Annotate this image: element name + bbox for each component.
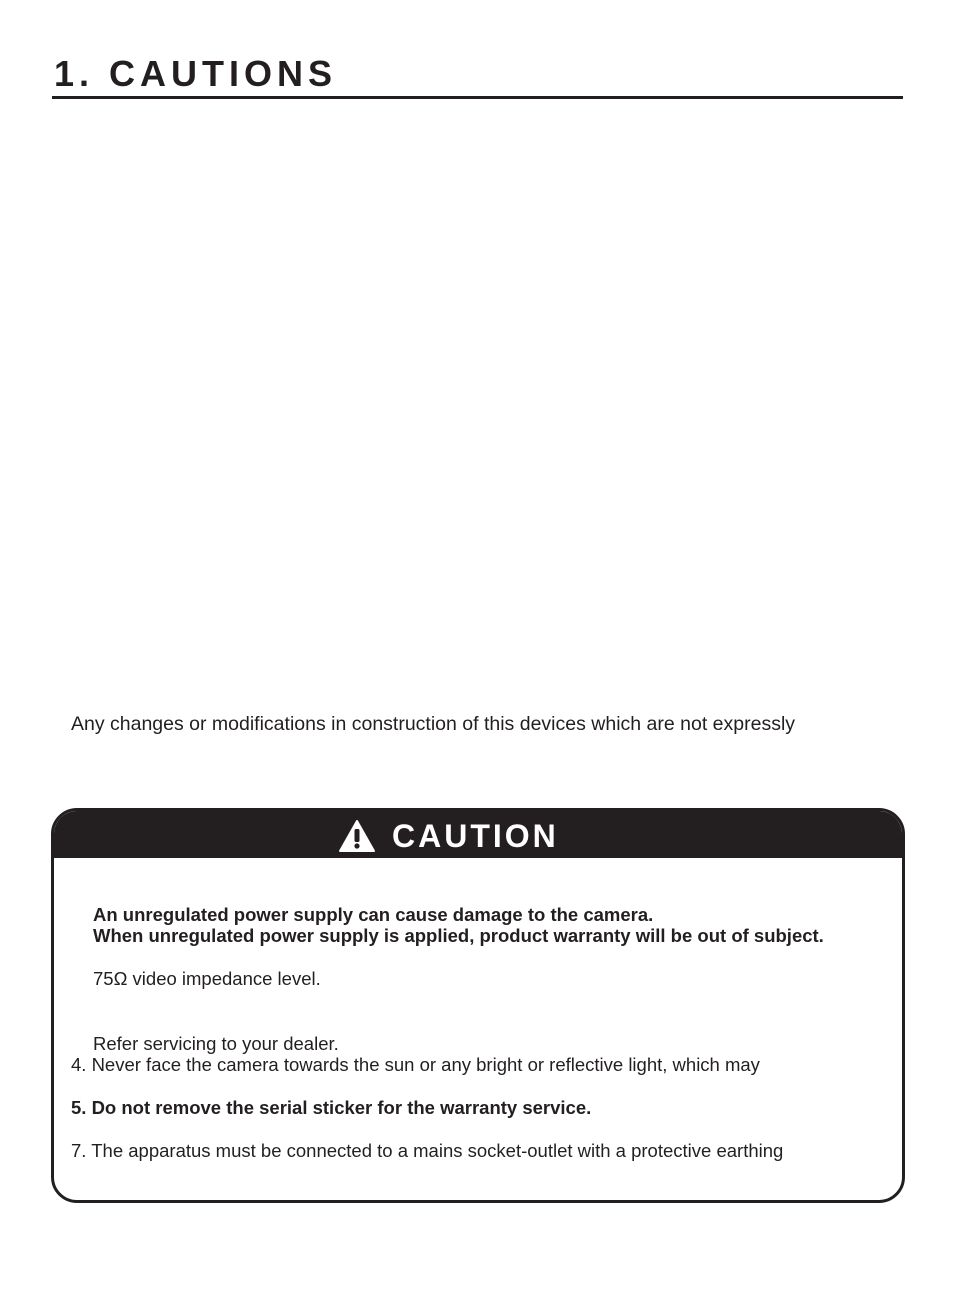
caution-item-4: 4. Never face the camera towards the sun or any bright or reflective light, which may	[71, 1054, 760, 1075]
caution-header-content	[338, 818, 559, 854]
supply-warning-line-1: An unregulated power supply can cause damage to the camera.	[93, 904, 654, 925]
caution-item-5: 5. Do not remove the serial sticker for the warranty service.	[71, 1097, 592, 1118]
caution-item-7: 7. The apparatus must be connected to a mains socket-outlet with a protective earthing	[71, 1140, 784, 1161]
supply-warning-line-2: When unregulated power supply is applied, product warranty will be out of subject.	[93, 925, 824, 946]
caution-header	[54, 811, 902, 858]
section-heading	[52, 50, 903, 99]
servicing-text: Refer servicing to your dealer.	[93, 1033, 339, 1054]
caution-box	[51, 808, 905, 1203]
intro-paragraph: Any changes or modifications in construction of this devices which are not expressly	[71, 713, 796, 735]
warning-triangle-icon	[338, 819, 376, 853]
caution-title: CAUTION	[392, 818, 559, 854]
page-title: 1. CAUTIONS	[54, 53, 338, 94]
impedance-text: 75Ω video impedance level.	[93, 968, 321, 989]
